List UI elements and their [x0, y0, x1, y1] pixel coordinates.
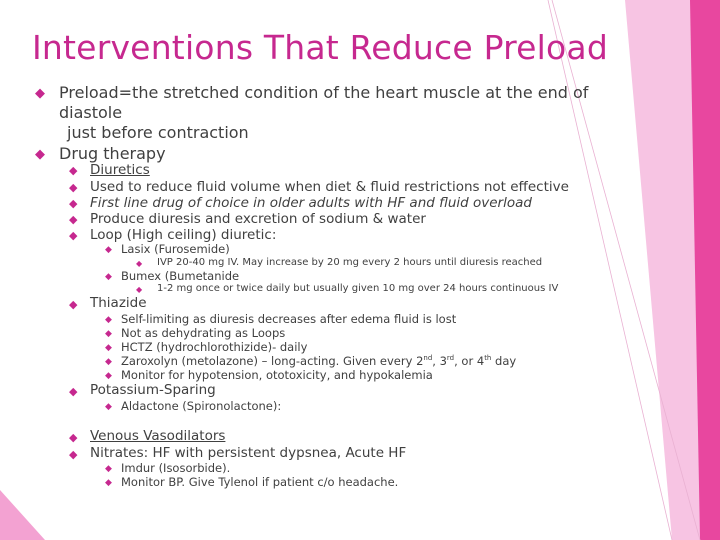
self-limiting: Self-limiting as diuresis decreases after edema fluid is lost: [121, 312, 457, 326]
venous-vasodilators: Venous Vasodilators: [90, 428, 226, 444]
bullet-nitrates: ◆: [69, 448, 78, 461]
bullet-loop: ◆: [69, 229, 78, 242]
preload-definition-line3: just before contraction: [67, 123, 249, 142]
zaroxolyn-text-a: Zaroxolyn (metolazone) – long-acting. Given every 2: [121, 354, 424, 368]
bullet-drug-therapy: ◆: [35, 147, 45, 162]
bullet-bumex-dose: ◆: [136, 285, 143, 294]
bottom-left-corner: [0, 490, 45, 540]
bullet-diuretics: ◆: [69, 164, 78, 177]
imdur: Imdur (Isosorbide).: [121, 461, 231, 475]
bullet-first-line: ◆: [69, 197, 78, 210]
bullet-imdur: ◆: [105, 464, 112, 474]
produce-diuresis: Produce diuresis and excretion of sodium & water: [90, 211, 426, 227]
bullet-zaroxolyn: ◆: [105, 357, 112, 367]
zaroxolyn-sup-rd: rd: [446, 354, 455, 363]
bullet-bumex: ◆: [105, 272, 112, 282]
aldactone: Aldactone (Spironolactone):: [121, 399, 282, 413]
bullet-ivp: ◆: [136, 259, 143, 268]
monitor-hypotension: Monitor for hypotension, ototoxicity, and hypokalemia: [121, 368, 433, 382]
bullet-thiazide: ◆: [69, 298, 78, 311]
bullet-not-dehydrating: ◆: [105, 329, 112, 339]
bullet-aldactone: ◆: [105, 402, 112, 412]
bumex-dose: 1-2 mg once or twice daily but usually given 10 mg over 24 hours continuous IV: [157, 283, 559, 294]
thiazide: Thiazide: [90, 295, 147, 311]
bumex: Bumex (Bumetanide: [121, 269, 240, 283]
monitor-bp: Monitor BP. Give Tylenol if patient c/o headache.: [121, 475, 399, 489]
lasix-dose: IVP 20-40 mg IV. May increase by 20 mg every 2 hours until diuresis reached: [157, 257, 543, 268]
diuretics-heading: Diuretics: [90, 162, 150, 178]
bullet-venous-vasodilators: ◆: [69, 431, 78, 444]
bullet-produce-diuresis: ◆: [69, 213, 78, 226]
zaroxolyn-sup-th: th: [484, 354, 492, 363]
preload-definition-line1: Preload=the stretched condition of the heart muscle at the end of: [59, 83, 589, 102]
zaroxolyn: [121, 354, 516, 368]
slide-title: Interventions That Reduce Preload: [32, 28, 608, 67]
zaroxolyn-text-d: day: [491, 354, 517, 368]
not-dehydrating: Not as dehydrating as Loops: [121, 326, 286, 340]
bullet-potassium-sparing: ◆: [69, 385, 78, 398]
bullet-monitor-hypo: ◆: [105, 371, 112, 381]
bullet-monitor-bp: ◆: [105, 478, 112, 488]
loop-diuretic: Loop (High ceiling) diuretic:: [90, 227, 277, 243]
first-line-drug: First line drug of choice in older adults with HF and fluid overload: [90, 195, 532, 211]
zaroxolyn-sup-nd: nd: [423, 354, 433, 363]
lasix: Lasix (Furosemide): [121, 242, 230, 256]
zaroxolyn-text-b: , 3: [432, 354, 447, 368]
preload-definition-line2: diastole: [59, 103, 123, 122]
bullet-lasix: ◆: [105, 245, 112, 255]
potassium-sparing: Potassium-Sparing: [90, 382, 216, 398]
used-to-reduce: Used to reduce fluid volume when diet & fluid restrictions not effective: [90, 179, 569, 195]
bullet-used-to-reduce: ◆: [69, 181, 78, 194]
bullet-hctz: ◆: [105, 343, 112, 353]
drug-therapy: Drug therapy: [59, 144, 166, 163]
hctz: HCTZ (hydrochlorothizide)- daily: [121, 340, 308, 354]
nitrates: Nitrates: HF with persistent dypsnea, Acute HF: [90, 445, 407, 461]
bullet-self-limiting: ◆: [105, 315, 112, 325]
zaroxolyn-text-c: , or 4: [454, 354, 485, 368]
bullet-preload: ◆: [35, 86, 45, 101]
